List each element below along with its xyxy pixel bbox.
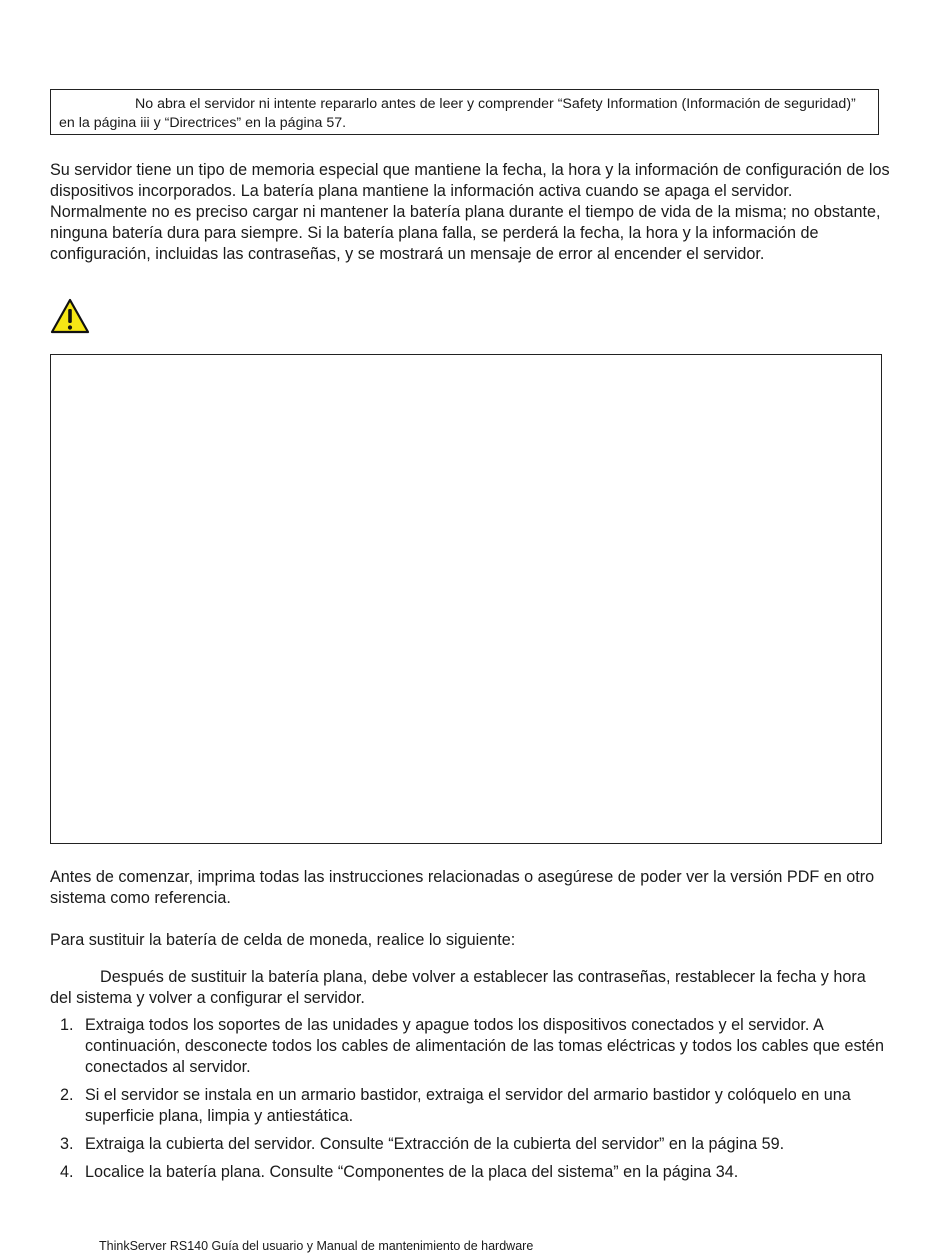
notice-text: No abra el servidor ni intente repararlo antes de leer y comprender “Safety Information (Información de seguridad)” en la página iii y “Directrices” en la página 57. — [59, 96, 856, 131]
step-item — [50, 1162, 890, 1183]
safety-notice-box — [50, 89, 879, 135]
procedure-steps — [50, 1015, 890, 1190]
step-item — [50, 1085, 890, 1127]
step-text: Extraiga la cubierta del servidor. Consulte “Extracción de la cubierta del servidor” en la página 59. — [85, 1135, 785, 1153]
warning-triangle-icon — [50, 298, 90, 334]
caution-box — [50, 354, 882, 844]
note-text: Después de sustituir la batería plana, debe volver a establecer las contraseñas, restablecer la fecha y hora del sistema y volver a configurar el servidor. — [50, 968, 866, 1007]
step-text: Localice la batería plana. Consulte “Componentes de la placa del sistema” en la página 34. — [85, 1163, 739, 1181]
note-paragraph — [50, 967, 890, 1009]
before-start-paragraph: Antes de comenzar, imprima todas las instrucciones relacionadas o asegúrese de poder ver la versión PDF en otro sistema como referencia. — [50, 868, 875, 907]
intro-paragraph: Su servidor tiene un tipo de memoria especial que mantiene la fecha, la hora y la información de configuración de los dispositivos incorporados. La batería plana mantiene la información activa cuando se apaga el servidor. Normalmente no es preciso cargar ni mantener la batería plana durante el tiempo de vida de la misma; no obstante, ninguna batería dura para siempre. Si la batería plana falla, se perderá la fecha, la hora y la información de configuración, incluidas las contraseñas, y se mostrará un mensaje de error al encender el servidor. — [50, 161, 890, 263]
page-footer: ThinkServer RS140 Guía del usuario y Manual de mantenimiento de hardware — [99, 1239, 534, 1253]
step-item — [50, 1134, 890, 1155]
step-number: 3. — [60, 1135, 74, 1153]
step-item — [50, 1015, 890, 1078]
step-number: 2. — [60, 1086, 74, 1104]
step-text: Extraiga todos los soportes de las unidades y apague todos los dispositivos conectados y el servidor. A continuación, desconecte todos los cables de alimentación de las tomas eléctricas y todos los cables que estén conectados al servidor. — [85, 1016, 885, 1076]
step-text: Si el servidor se instala en un armario bastidor, extraiga el servidor del armario bastidor y colóquelo en una superficie plana, limpia y antiestática. — [85, 1086, 851, 1125]
procedure-intro: Para sustituir la batería de celda de moneda, realice lo siguiente: — [50, 931, 516, 949]
step-number: 4. — [60, 1163, 74, 1181]
step-number: 1. — [60, 1016, 74, 1034]
